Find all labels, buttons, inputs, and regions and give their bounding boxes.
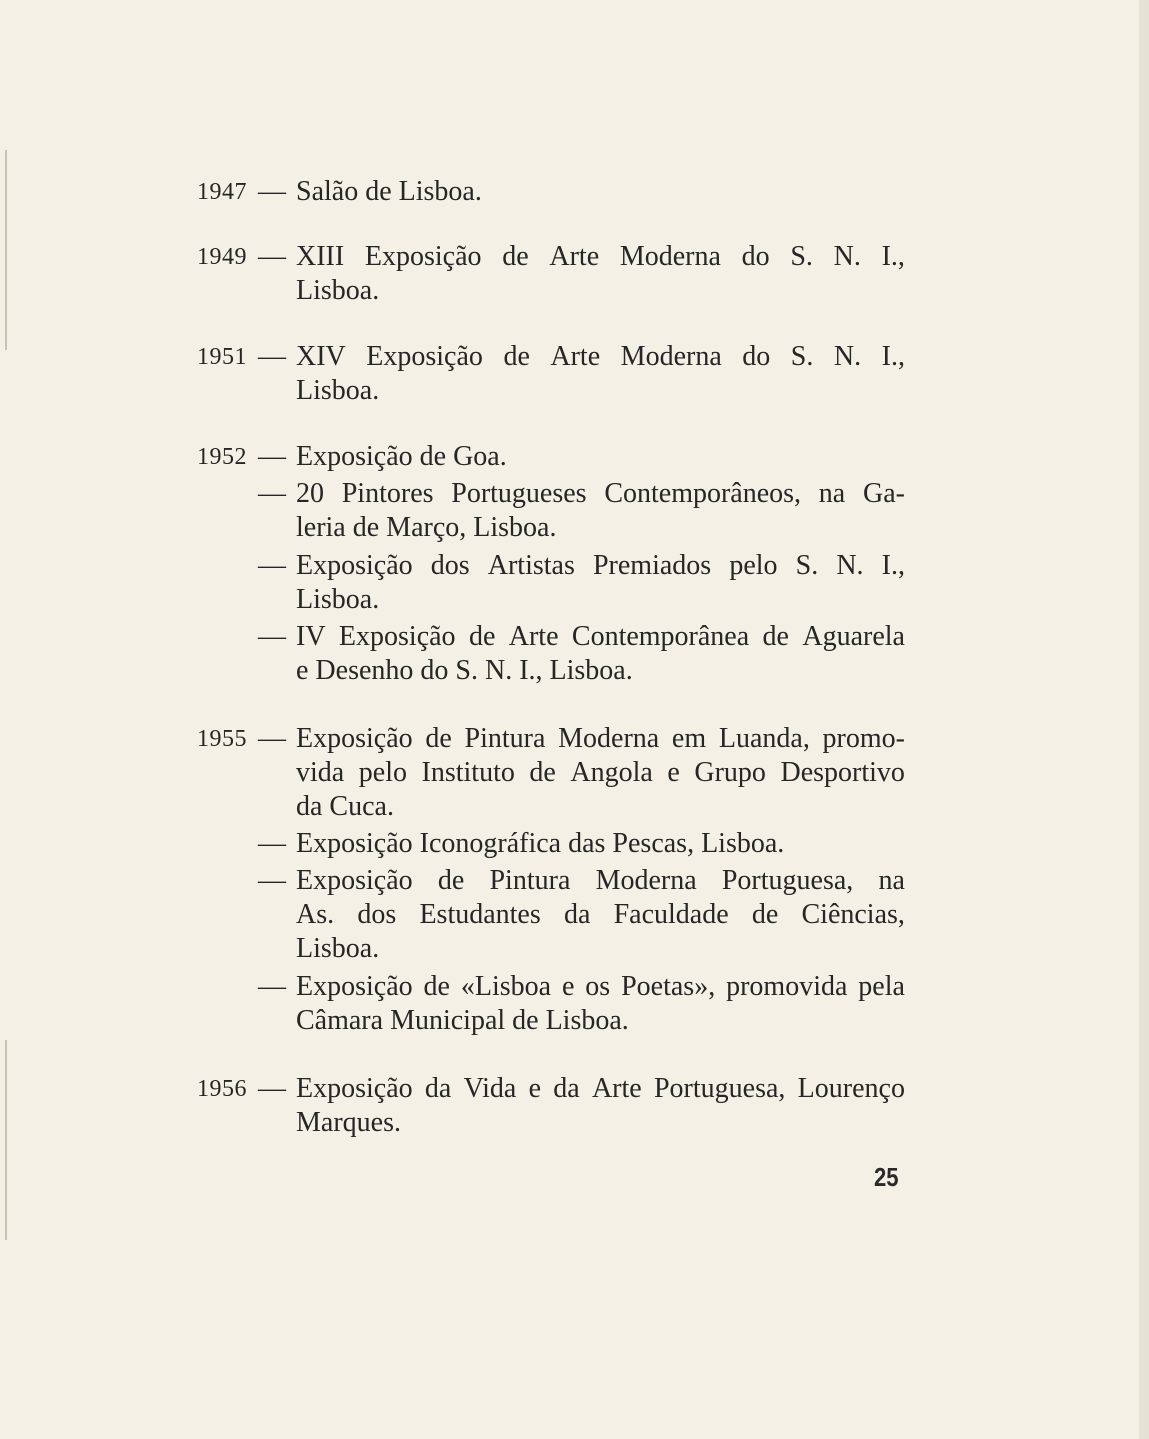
entry-dash: — <box>258 723 286 754</box>
entry-dash: — <box>258 241 286 272</box>
text-line <box>0 1106 1149 1140</box>
entry-year: 1947 <box>197 179 247 205</box>
text-line <box>0 970 1149 1004</box>
text-line <box>0 790 1149 824</box>
entry-dash: — <box>258 828 286 859</box>
text-line <box>0 620 1149 654</box>
text-line <box>0 1072 1149 1106</box>
entry-text: IV Exposição de Arte Contemporânea de Aguarela <box>296 621 905 652</box>
entry-text: Câmara Municipal de Lisboa. <box>296 1005 629 1036</box>
entry-dash: — <box>258 865 286 896</box>
text-line <box>0 654 1149 688</box>
entry-year: 1955 <box>197 726 247 752</box>
entry-text: 20 Pintores Portugueses Contemporâneos, na Ga- <box>296 478 905 509</box>
entry-year: 1949 <box>197 244 247 270</box>
entry-text: As. dos Estudantes da Faculdade de Ciências, <box>296 899 905 930</box>
text-line <box>0 1004 1149 1038</box>
text-line <box>0 240 1149 274</box>
entry-year: 1951 <box>197 344 247 370</box>
entry-text: Marques. <box>296 1107 401 1138</box>
entry-text: Exposição de Pintura Moderna Portuguesa, na <box>296 865 905 896</box>
entry-dash: — <box>258 441 286 472</box>
entry-dash: — <box>258 176 286 207</box>
text-line <box>0 175 1149 209</box>
entry-year: 1952 <box>197 444 247 470</box>
entry-dash: — <box>258 550 286 581</box>
entry-text: Lisboa. <box>296 375 380 406</box>
text-line <box>0 274 1149 308</box>
entry-text: Exposição de Pintura Moderna em Luanda, promo- <box>296 723 905 754</box>
entry-text: Exposição dos Artistas Premiados pelo S. N. I., <box>296 550 905 581</box>
text-line <box>0 374 1149 408</box>
text-line <box>0 932 1149 966</box>
entry-text: Lisboa. <box>296 275 380 306</box>
entry-dash: — <box>258 341 286 372</box>
text-line <box>0 511 1149 545</box>
entry-text: Exposição da Vida e da Arte Portuguesa, Lourenço <box>296 1073 905 1104</box>
entry-text: XIII Exposição de Arte Moderna do S. N. I., <box>296 241 905 272</box>
text-line <box>0 864 1149 898</box>
entry-text: leria de Março, Lisboa. <box>296 512 557 543</box>
entry-text: e Desenho do S. N. I., Lisboa. <box>296 655 633 686</box>
entry-text: XIV Exposição de Arte Moderna do S. N. I., <box>296 341 905 372</box>
entry-text: Salão de Lisboa. <box>296 176 482 207</box>
entry-text: Lisboa. <box>296 584 380 615</box>
text-line <box>0 583 1149 617</box>
text-line <box>0 827 1149 861</box>
entry-year: 1956 <box>197 1076 247 1102</box>
text-line <box>0 340 1149 374</box>
entry-text: Exposição Iconográfica das Pescas, Lisboa. <box>296 828 785 859</box>
text-line <box>0 549 1149 583</box>
text-line <box>0 477 1149 511</box>
entry-text: Lisboa. <box>296 933 380 964</box>
entry-text: Exposição de Goa. <box>296 441 507 472</box>
text-line <box>0 440 1149 474</box>
text-line <box>0 756 1149 790</box>
entry-dash: — <box>258 478 286 509</box>
text-line <box>0 898 1149 932</box>
entry-dash: — <box>258 621 286 652</box>
page-number: 25 <box>874 1162 899 1192</box>
entry-text: Exposição de «Lisboa e os Poetas», promovida pela <box>296 971 905 1002</box>
entry-text: da Cuca. <box>296 791 394 822</box>
entry-text: vida pelo Instituto de Angola e Grupo Desportivo <box>296 757 905 788</box>
text-line <box>0 722 1149 756</box>
entry-dash: — <box>258 1073 286 1104</box>
entry-dash: — <box>258 971 286 1002</box>
